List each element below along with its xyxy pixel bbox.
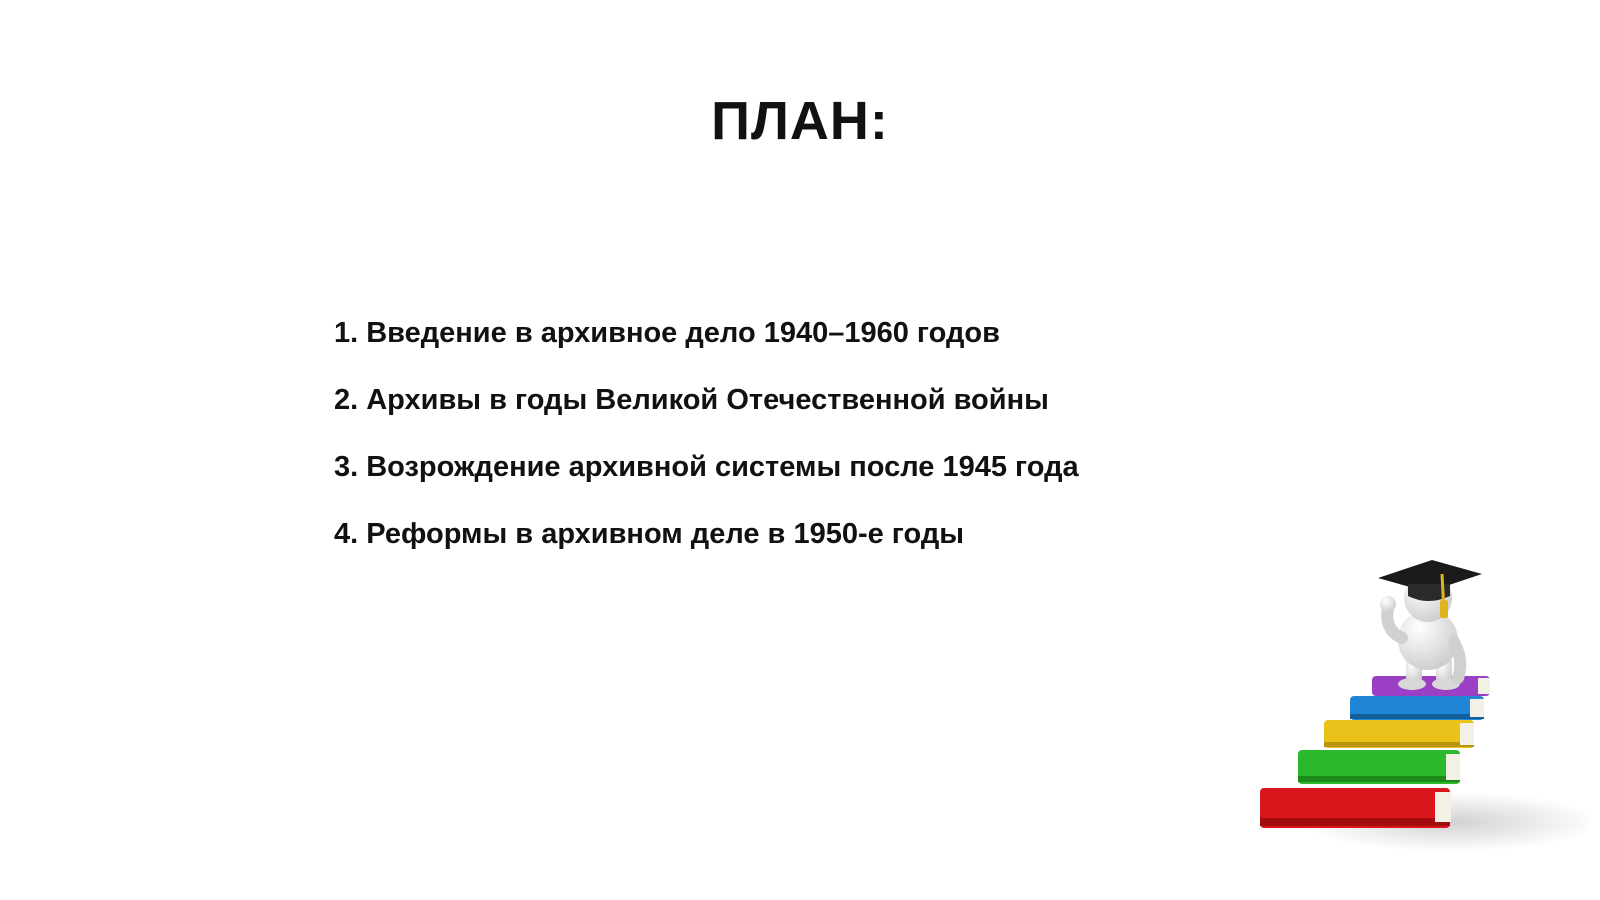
slide-title: ПЛАН:	[711, 91, 889, 151]
green-book	[1298, 750, 1460, 784]
purple-book	[1372, 676, 1490, 696]
red-book	[1260, 788, 1451, 828]
graduate-on-book-stairs-icon	[1260, 560, 1590, 880]
plan-list	[334, 313, 1079, 581]
plan-item-4: 4. Реформы в архивном деле в 1950-е годы	[334, 518, 964, 550]
plan-item-2: 2. Архивы в годы Великой Отечественной войны	[334, 384, 1049, 416]
yellow-book	[1324, 720, 1474, 748]
plan-item-1: 1. Введение в архивное дело 1940–1960 годов	[334, 317, 1000, 349]
blue-book	[1350, 696, 1484, 720]
plan-item-3: 3. Возрождение архивной системы после 1945 года	[334, 451, 1079, 483]
